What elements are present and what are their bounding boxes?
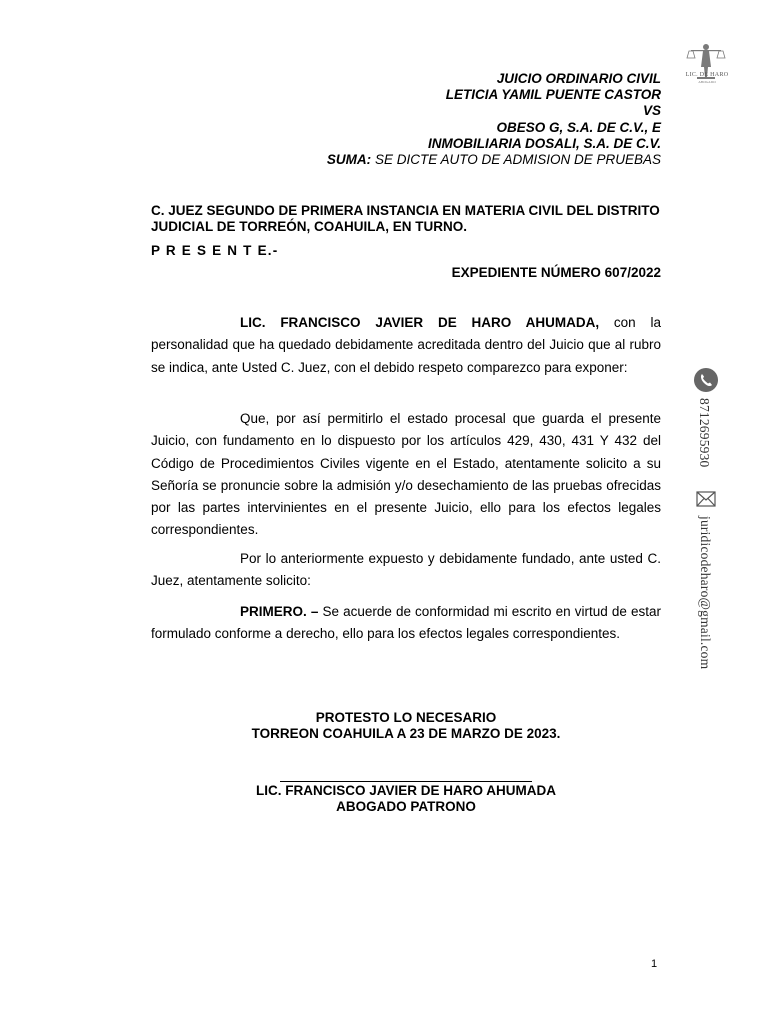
logo-text: LIC. DE HARO: [685, 72, 729, 78]
phone-icon: [694, 368, 718, 392]
phone-number: 8712695930: [697, 398, 712, 468]
logo-subtext: ABOGADO: [698, 80, 716, 84]
versus: VS: [642, 103, 661, 119]
signature-line: [280, 781, 532, 782]
paragraph-primero: [151, 601, 661, 646]
defendant-1: OBESO G, S.A. DE C.V., E: [496, 119, 661, 135]
paragraph-conclusion-text: Por lo anteriormente expuesto y debidamente fundado, ante usted C. Juez, atentamente solicito:: [151, 551, 661, 589]
signature-block: [151, 783, 661, 814]
presente: P R E S E N T E.-: [151, 243, 279, 258]
case-type: JUICIO ORDINARIO CIVIL: [496, 71, 661, 86]
addressee: C. JUEZ SEGUNDO DE PRIMERA INSTANCIA EN MATERIA CIVIL DEL DISTRITO JUDICIAL DE TORREÓN, COAHUILA, EN TURNO.: [151, 203, 660, 234]
lawyer-name: LIC. FRANCISCO JAVIER DE HARO AHUMADA,: [240, 315, 600, 330]
suma-value: SE DICTE AUTO DE ADMISION DE PRUEBAS: [374, 152, 661, 168]
plaintiff: LETICIA YAMIL PUENTE CASTOR: [445, 87, 661, 103]
protesto: PROTESTO LO NECESARIO: [315, 710, 497, 725]
signer-name: LIC. FRANCISCO JAVIER DE HARO AHUMADA: [255, 783, 556, 798]
email-address: juridicodeharo@gmail.com: [698, 516, 713, 670]
paragraph-intro-text: con la personalidad que ha quedado debidamente acreditada dentro del Juicio que al rubro se indica, ante Usted C. Juez, con el debido respeto comparezco para exponer:: [151, 315, 661, 375]
place-date: TORREON COAHUILA A 23 DE MARZO DE 2023.: [251, 725, 561, 741]
paragraph-intro: [151, 312, 661, 379]
mail-icon: [696, 490, 716, 508]
paragraph-request-text: Que, por así permitirlo el estado procesal que guarda el presente Juicio, con fundamento en lo dispuesto por los artículos 429, 430, 431 Y 432 del Código de Procedimientos Civiles vigente en el Estado, atentamente solicito a su Señoría se pronuncie sobre la admisión y/o desechamiento de las pruebas ofrecidas por las partes intervinientes en el presente Juicio, ello para los efectos legales correspondientes.: [151, 411, 661, 538]
suma-line: [327, 152, 661, 168]
paragraph-primero-text: Se acuerde de conformidad mi escrito en virtud de estar formulado conforme a derecho, ello para los efectos legales correspondientes.: [151, 604, 661, 642]
paragraph-conclusion: [151, 548, 661, 593]
defendant-2: INMOBILIARIA DOSALI, S.A. DE C.V.: [427, 135, 661, 151]
closing-block: [151, 710, 661, 741]
case-header: [327, 71, 661, 168]
primero-label: PRIMERO. –: [240, 604, 319, 619]
case-number: EXPEDIENTE NÚMERO 607/2022: [451, 265, 661, 280]
paragraph-request: [151, 408, 661, 542]
suma-label: SUMA:: [326, 152, 372, 168]
signer-role: ABOGADO PATRONO: [336, 798, 476, 814]
page-number: 1: [651, 958, 658, 970]
